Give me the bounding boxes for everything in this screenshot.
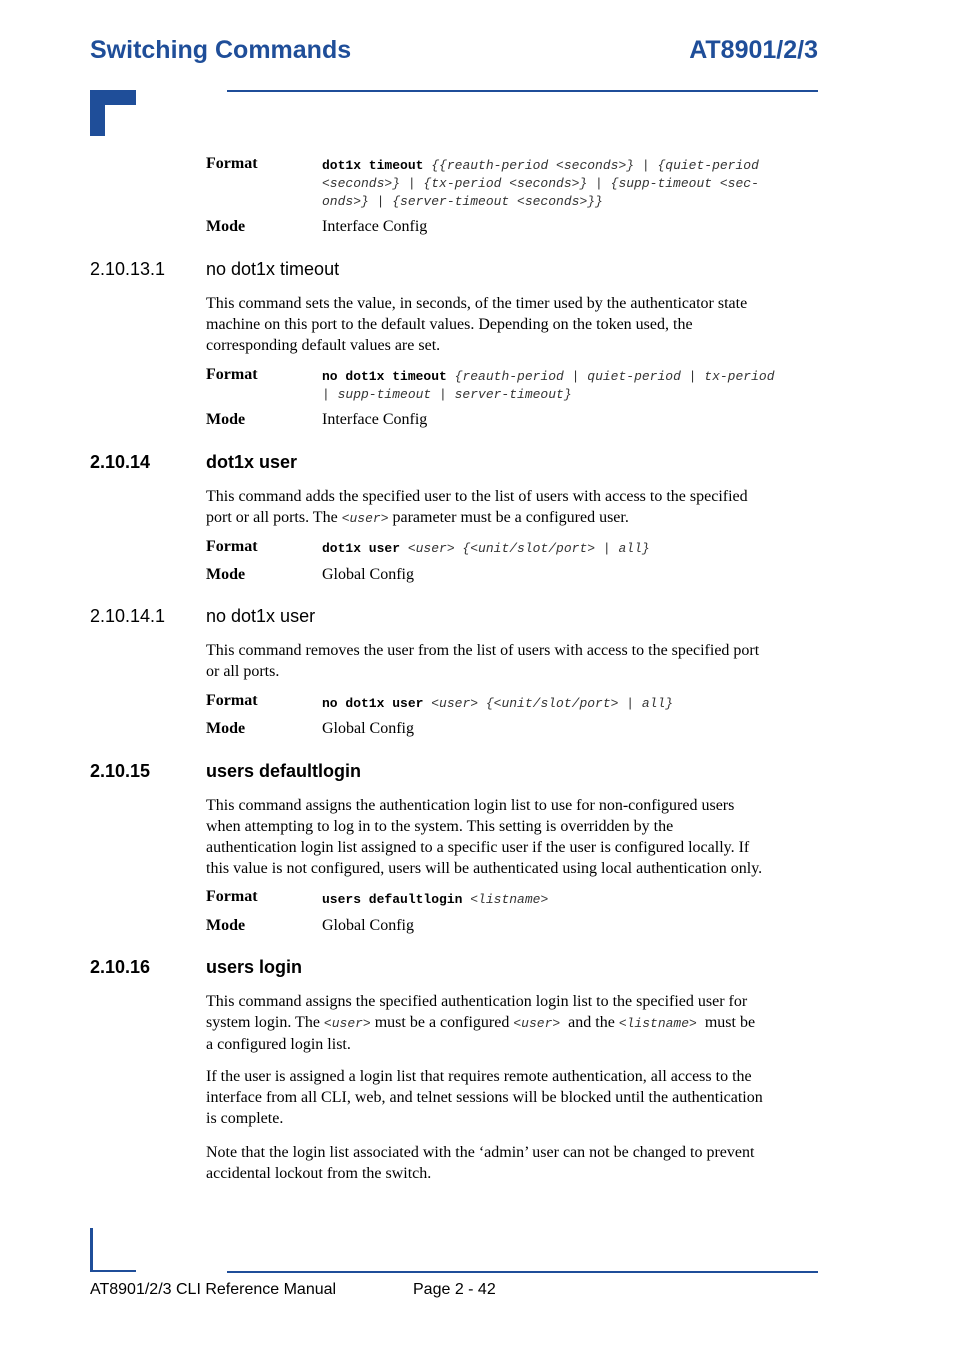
text-run: parameter must be a configured user.	[388, 509, 629, 526]
format-line-1	[322, 368, 822, 386]
mode-label: Mode	[206, 917, 246, 934]
footer-page-number: Page 2 - 42	[413, 1281, 496, 1298]
mode-label: Mode	[206, 411, 246, 428]
paragraph-line: corresponding default values are set.	[206, 337, 441, 354]
text-run: must be	[696, 1014, 756, 1031]
paragraph-line: This command assigns the authentication login list to use for non-configured users	[206, 797, 735, 814]
section-number: 2.10.13.1	[90, 259, 166, 279]
format-args: <seconds>} | {tx-period <seconds>} | {supp-timeout <sec-	[322, 176, 759, 191]
section-title: dot1x user	[206, 452, 298, 472]
paragraph-line	[206, 507, 822, 529]
format-command: dot1x timeout	[322, 158, 424, 173]
text-run: port or all ports. The	[206, 509, 342, 526]
format-line-1	[322, 157, 822, 175]
format-args: {reauth-period | quiet-period | tx-period	[454, 369, 775, 384]
mode-label: Mode	[206, 566, 246, 583]
format-command: dot1x user	[322, 541, 401, 556]
format-line-3	[322, 193, 822, 211]
paragraph-line	[206, 1012, 822, 1034]
section-title: no dot1x user	[206, 606, 316, 626]
format-syntax	[322, 157, 822, 211]
paragraph-line: If the user is assigned a login list that requires remote authentication, all access to the	[206, 1068, 752, 1085]
text-run: system login. The	[206, 1014, 324, 1031]
section-paragraph	[206, 795, 822, 879]
format-line-2	[322, 175, 822, 193]
format-label: Format	[206, 538, 258, 555]
format-line-2	[322, 386, 822, 404]
inline-code: <user>	[513, 1016, 561, 1031]
mode-value: Interface Config	[322, 218, 428, 235]
paragraph-line: Note that the login list associated with the ‘admin’ user can not be changed to prevent	[206, 1144, 755, 1161]
format-syntax	[322, 695, 822, 713]
footer-rule	[227, 1271, 818, 1273]
format-command: users defaultlogin	[322, 892, 463, 907]
paragraph-line: This command assigns the specified authentication login list to the specified user for	[206, 993, 748, 1010]
inline-code: <listname>	[618, 1016, 697, 1031]
format-syntax	[322, 891, 822, 909]
mode-value: Global Config	[322, 566, 414, 583]
text-run: must be a configured	[370, 1014, 514, 1031]
format-label: Format	[206, 155, 258, 172]
header-rule	[227, 90, 818, 92]
section-title: no dot1x timeout	[206, 259, 340, 279]
inline-code: <user>	[323, 1016, 371, 1031]
format-args: <user> {<unit/slot/port> | all}	[431, 696, 674, 711]
format-syntax	[322, 540, 822, 558]
format-args: | supp-timeout | server-timeout}	[322, 387, 572, 402]
format-label: Format	[206, 692, 258, 709]
section-paragraph	[206, 1066, 822, 1129]
footer-manual-title: AT8901/2/3 CLI Reference Manual	[90, 1281, 337, 1298]
mode-label: Mode	[206, 720, 246, 737]
mode-value: Interface Config	[322, 411, 428, 428]
inline-code: <user>	[341, 511, 389, 526]
text-run: and the	[560, 1014, 619, 1031]
footer-corner-decoration	[90, 1228, 93, 1272]
format-command: no dot1x user	[322, 696, 424, 711]
format-command: no dot1x timeout	[322, 369, 447, 384]
footer-corner-decoration-h	[90, 1270, 136, 1272]
section-title: users login	[206, 957, 303, 977]
format-label: Format	[206, 366, 258, 383]
section-paragraph	[206, 293, 822, 356]
header-corner-decoration-h	[90, 90, 136, 105]
paragraph-line: a configured login list.	[206, 1036, 351, 1053]
paragraph-line: this value is not configured, users will be authenticated using local authentication only.	[206, 860, 763, 877]
format-args: onds>} | {server-timeout <seconds>}}	[322, 194, 603, 209]
page-header-product: AT8901/2/3	[689, 36, 818, 64]
format-args: {{reauth-period <seconds>} | {quiet-period	[431, 158, 759, 173]
paragraph-line: This command adds the specified user to the list of users with access to the specified	[206, 488, 748, 505]
section-paragraph	[206, 1142, 822, 1184]
format-label: Format	[206, 888, 258, 905]
format-args: <user> {<unit/slot/port> | all}	[407, 541, 650, 556]
paragraph-line: This command sets the value, in seconds, of the timer used by the authenticator state	[206, 295, 748, 312]
section-number: 2.10.14	[90, 452, 151, 472]
section-title: users defaultlogin	[206, 761, 362, 781]
paragraph-line: This command removes the user from the list of users with access to the specified port	[206, 642, 760, 659]
paragraph-line: authentication login list assigned to a specific user if the user is configured locally. If	[206, 839, 750, 856]
format-syntax	[322, 368, 822, 404]
section-paragraph	[206, 640, 822, 682]
paragraph-line: when attempting to log in to the system. This setting is overridden by the	[206, 818, 674, 835]
page-header-title: Switching Commands	[90, 36, 352, 64]
mode-value: Global Config	[322, 720, 414, 737]
section-paragraph	[206, 991, 822, 1055]
format-args: <listname>	[470, 892, 549, 907]
paragraph-line: accidental lockout from the switch.	[206, 1165, 432, 1182]
section-paragraph	[206, 486, 822, 529]
mode-label: Mode	[206, 218, 246, 235]
section-number: 2.10.14.1	[90, 606, 166, 626]
section-number: 2.10.16	[90, 957, 151, 977]
paragraph-line: or all ports.	[206, 663, 280, 680]
paragraph-line: machine on this port to the default values. Depending on the token used, the	[206, 316, 693, 333]
paragraph-line: interface from all CLI, web, and telnet sessions will be blocked until the authentication	[206, 1089, 763, 1106]
mode-value: Global Config	[322, 917, 414, 934]
section-number: 2.10.15	[90, 761, 151, 781]
paragraph-line: is complete.	[206, 1110, 284, 1127]
